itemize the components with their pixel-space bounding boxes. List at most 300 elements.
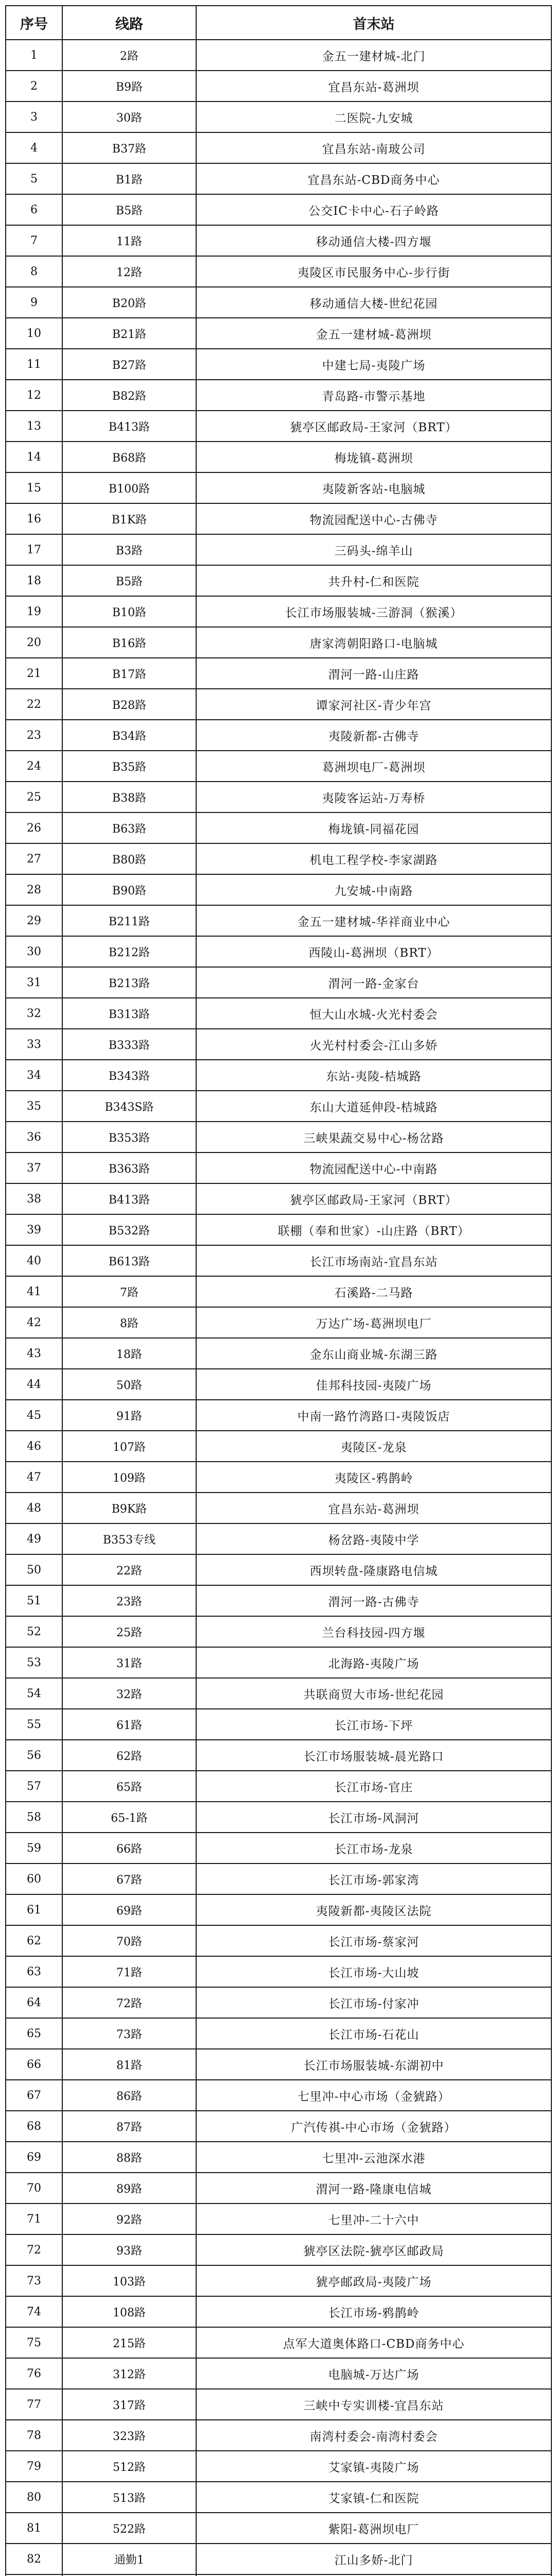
route-terminals: 三峡中专实训楼-宜昌东站 — [196, 2389, 551, 2420]
route-name: 103路 — [62, 2265, 196, 2296]
row-index: 74 — [6, 2296, 62, 2327]
route-name: 215路 — [62, 2327, 196, 2358]
route-terminals: 长江市场南站-宜昌东站 — [196, 1245, 551, 1276]
row-index: 41 — [6, 1276, 62, 1307]
route-name: B28路 — [62, 689, 196, 720]
table-row — [6, 1400, 551, 1431]
route-terminals: 长江市场-郭家湾 — [196, 1863, 551, 1894]
table-row — [6, 349, 551, 380]
route-name: B63路 — [62, 812, 196, 843]
route-name: B343路 — [62, 1060, 196, 1091]
table-row — [6, 2018, 551, 2049]
row-index: 77 — [6, 2389, 62, 2420]
route-name: B21路 — [62, 318, 196, 349]
route-terminals: 石溪路-二马路 — [196, 1276, 551, 1307]
route-terminals: 中建七局-夷陵广场 — [196, 349, 551, 380]
row-index: 53 — [6, 1647, 62, 1678]
route-name: B17路 — [62, 658, 196, 689]
row-index: 56 — [6, 1740, 62, 1771]
route-name: B10路 — [62, 596, 196, 627]
row-index: 80 — [6, 2482, 62, 2513]
route-name: 31路 — [62, 1647, 196, 1678]
row-index: 62 — [6, 1925, 62, 1956]
row-index: 13 — [6, 411, 62, 442]
table-row — [6, 472, 551, 503]
table-row — [6, 2327, 551, 2358]
route-terminals: 西坝转盘-隆康路电信城 — [196, 1554, 551, 1585]
row-index: 78 — [6, 2420, 62, 2451]
route-name: 72路 — [62, 1987, 196, 2018]
route-terminals: 夷陵区-龙泉 — [196, 1431, 551, 1462]
table-row — [6, 2142, 551, 2173]
table-row — [6, 2173, 551, 2204]
row-index: 26 — [6, 812, 62, 843]
route-name: B1路 — [62, 163, 196, 194]
row-index: 37 — [6, 1153, 62, 1183]
table-row — [6, 2265, 551, 2296]
row-index: 49 — [6, 1523, 62, 1554]
route-name: 30路 — [62, 101, 196, 132]
route-name: 50路 — [62, 1369, 196, 1400]
table-row — [6, 2358, 551, 2389]
table-row — [6, 1678, 551, 1709]
table-row — [6, 1585, 551, 1616]
route-terminals: 渭河一路-古佛寺 — [196, 1585, 551, 1616]
route-terminals: 共升村-仁和医院 — [196, 565, 551, 596]
route-name: B211路 — [62, 905, 196, 936]
route-terminals: 宜昌东站-葛洲坝 — [196, 1493, 551, 1523]
route-name: 7路 — [62, 1276, 196, 1307]
route-terminals: 渭河一路-金家台 — [196, 967, 551, 998]
route-name: B27路 — [62, 349, 196, 380]
route-terminals: 长江市场-下坪 — [196, 1709, 551, 1740]
route-terminals: 葛洲坝电厂-葛洲坝 — [196, 751, 551, 782]
row-index: 58 — [6, 1802, 62, 1833]
route-name: 11路 — [62, 225, 196, 256]
table-row — [6, 2389, 551, 2420]
table-row — [6, 2296, 551, 2327]
route-name: 65-1路 — [62, 1802, 196, 1833]
row-index: 64 — [6, 1987, 62, 2018]
row-index: 46 — [6, 1431, 62, 1462]
table-row — [6, 627, 551, 658]
table-row — [6, 163, 551, 194]
route-terminals: 九安城-中南路 — [196, 874, 551, 905]
route-terminals: 梅垅镇-葛洲坝 — [196, 442, 551, 472]
route-terminals: 艾家镇-仁和医院 — [196, 2482, 551, 2513]
route-name: 23路 — [62, 1585, 196, 1616]
route-name: B353路 — [62, 1122, 196, 1153]
row-index: 38 — [6, 1183, 62, 1214]
header-route: 线路 — [62, 6, 196, 40]
route-name: 2路 — [62, 40, 196, 71]
table-row — [6, 534, 551, 565]
route-terminals: 金东山商业城-东湖三路 — [196, 1338, 551, 1369]
route-name: 25路 — [62, 1616, 196, 1647]
route-terminals: 七里冲-二十六中 — [196, 2204, 551, 2234]
route-terminals: 梅垅镇-同福花园 — [196, 812, 551, 843]
route-terminals: 物流园配送中心-中南路 — [196, 1153, 551, 1183]
table-row — [6, 874, 551, 905]
route-name: 66路 — [62, 1833, 196, 1863]
table-row — [6, 1523, 551, 1554]
route-name: 92路 — [62, 2204, 196, 2234]
table-row — [6, 411, 551, 442]
route-terminals: 点军大道奥体路口-CBD商务中心 — [196, 2327, 551, 2358]
route-terminals: 中南一路竹湾路口-夷陵饭店 — [196, 1400, 551, 1431]
route-terminals: 三码头-绵羊山 — [196, 534, 551, 565]
route-name: 513路 — [62, 2482, 196, 2513]
table-row — [6, 689, 551, 720]
route-terminals: 火光村村委会-江山多娇 — [196, 1029, 551, 1060]
table-row — [6, 1554, 551, 1585]
route-terminals: 物流园配送中心-古佛寺 — [196, 503, 551, 534]
route-name: 107路 — [62, 1431, 196, 1462]
row-index: 65 — [6, 2018, 62, 2049]
route-terminals: 移动通信大楼-世纪花园 — [196, 287, 551, 318]
row-index: 67 — [6, 2080, 62, 2111]
row-index: 5 — [6, 163, 62, 194]
table-row — [6, 71, 551, 101]
row-index: 72 — [6, 2234, 62, 2265]
row-index: 3 — [6, 101, 62, 132]
route-name: 61路 — [62, 1709, 196, 1740]
route-terminals: 东山大道延伸段-桔城路 — [196, 1091, 551, 1122]
route-name: B613路 — [62, 1245, 196, 1276]
row-index: 23 — [6, 720, 62, 751]
row-index: 69 — [6, 2142, 62, 2173]
row-index: 51 — [6, 1585, 62, 1616]
route-terminals: 紫阳-葛洲坝电厂 — [196, 2513, 551, 2544]
route-name: 109路 — [62, 1462, 196, 1493]
table-row — [6, 1802, 551, 1833]
route-terminals: 渭河一路-隆康电信城 — [196, 2173, 551, 2204]
route-name: 323路 — [62, 2420, 196, 2451]
row-index: 20 — [6, 627, 62, 658]
route-terminals: 谭家河社区-青少年宫 — [196, 689, 551, 720]
route-name: B213路 — [62, 967, 196, 998]
row-index: 19 — [6, 596, 62, 627]
route-name: B3路 — [62, 534, 196, 565]
route-name: B68路 — [62, 442, 196, 472]
route-name: B363路 — [62, 1153, 196, 1183]
route-name: 70路 — [62, 1925, 196, 1956]
table-row — [6, 2234, 551, 2265]
route-name: 108路 — [62, 2296, 196, 2327]
route-terminals: 二医院-九安城 — [196, 101, 551, 132]
route-terminals: 夷陵新都-古佛寺 — [196, 720, 551, 751]
row-index: 24 — [6, 751, 62, 782]
route-terminals: 机电工程学校-李家湖路 — [196, 843, 551, 874]
row-index: 33 — [6, 1029, 62, 1060]
row-index: 81 — [6, 2513, 62, 2544]
route-name: B1K路 — [62, 503, 196, 534]
route-terminals: 青岛路-市警示基地 — [196, 380, 551, 411]
table-row — [6, 318, 551, 349]
route-terminals: 夷陵客运站-万寿桥 — [196, 782, 551, 812]
route-name: B353专线 — [62, 1523, 196, 1554]
route-terminals: 恒大山水城-火光村委会 — [196, 998, 551, 1029]
route-name: 81路 — [62, 2049, 196, 2080]
route-terminals: 夷陵新都-夷陵区法院 — [196, 1894, 551, 1925]
route-terminals: 公交IC卡中心-石子岭路 — [196, 194, 551, 225]
table-row — [6, 1956, 551, 1987]
table-row — [6, 287, 551, 318]
route-terminals: 长江市场-龙泉 — [196, 1833, 551, 1863]
table-row — [6, 1709, 551, 1740]
table-row — [6, 720, 551, 751]
route-name: 12路 — [62, 256, 196, 287]
table-row — [6, 843, 551, 874]
row-index: 4 — [6, 132, 62, 163]
row-index: 17 — [6, 534, 62, 565]
route-terminals: 金五一建材城-华祥商业中心 — [196, 905, 551, 936]
row-index: 52 — [6, 1616, 62, 1647]
route-name: 69路 — [62, 1894, 196, 1925]
row-index: 10 — [6, 318, 62, 349]
row-index: 54 — [6, 1678, 62, 1709]
row-index: 42 — [6, 1307, 62, 1338]
route-name: 通勤1 — [62, 2544, 196, 2574]
row-index: 48 — [6, 1493, 62, 1523]
route-terminals: 长江市场-蔡家河 — [196, 1925, 551, 1956]
route-name: 312路 — [62, 2358, 196, 2389]
row-index: 71 — [6, 2204, 62, 2234]
row-index: 57 — [6, 1771, 62, 1802]
table-row — [6, 2482, 551, 2513]
row-index: 70 — [6, 2173, 62, 2204]
route-terminals: 猇亭邮政局-夷陵广场 — [196, 2265, 551, 2296]
route-terminals: 西陵山-葛洲坝（BRT） — [196, 936, 551, 967]
row-index: 47 — [6, 1462, 62, 1493]
table-row — [6, 2080, 551, 2111]
table-row — [6, 2544, 551, 2574]
table-row — [6, 2513, 551, 2544]
route-terminals: 联棚（奉和世家）-山庄路（BRT） — [196, 1214, 551, 1245]
table-row — [6, 1369, 551, 1400]
route-name: B80路 — [62, 843, 196, 874]
route-name: 522路 — [62, 2513, 196, 2544]
route-name: 86路 — [62, 2080, 196, 2111]
route-name: B100路 — [62, 472, 196, 503]
row-index: 76 — [6, 2358, 62, 2389]
route-terminals: 渭河一路-山庄路 — [196, 658, 551, 689]
row-index: 68 — [6, 2111, 62, 2142]
row-index: 32 — [6, 998, 62, 1029]
route-terminals: 长江市场-风洞河 — [196, 1802, 551, 1833]
row-index: 39 — [6, 1214, 62, 1245]
row-index: 16 — [6, 503, 62, 534]
route-name: 88路 — [62, 2142, 196, 2173]
table-row — [6, 1307, 551, 1338]
row-index: 50 — [6, 1554, 62, 1585]
route-name: 32路 — [62, 1678, 196, 1709]
row-index: 8 — [6, 256, 62, 287]
row-index: 61 — [6, 1894, 62, 1925]
route-terminals: 夷陵区-鸦鹊岭 — [196, 1462, 551, 1493]
route-terminals: 金五一建材城-北门 — [196, 40, 551, 71]
row-index: 79 — [6, 2451, 62, 2482]
table-row — [6, 1462, 551, 1493]
row-index: 34 — [6, 1060, 62, 1091]
route-name: 89路 — [62, 2173, 196, 2204]
route-terminals: 七里冲-云池深水港 — [196, 2142, 551, 2173]
route-name: B9路 — [62, 71, 196, 101]
table-row — [6, 1276, 551, 1307]
table-row — [6, 1771, 551, 1802]
row-index: 82 — [6, 2544, 62, 2574]
table-row — [6, 132, 551, 163]
route-terminals: 江山多娇-北门 — [196, 2544, 551, 2574]
table-row — [6, 1647, 551, 1678]
row-index: 63 — [6, 1956, 62, 1987]
route-name: B413路 — [62, 411, 196, 442]
table-row — [6, 1987, 551, 2018]
route-terminals: 兰台科技园-四方堰 — [196, 1616, 551, 1647]
route-name: 91路 — [62, 1400, 196, 1431]
route-terminals: 电脑城-万达广场 — [196, 2358, 551, 2389]
table-row — [6, 101, 551, 132]
route-name: 93路 — [62, 2234, 196, 2265]
row-index: 59 — [6, 1833, 62, 1863]
table-row — [6, 998, 551, 1029]
route-terminals: 万达广场-葛洲坝电厂 — [196, 1307, 551, 1338]
route-terminals: 艾家镇-夷陵广场 — [196, 2451, 551, 2482]
route-terminals: 南湾村委会-南湾村委会 — [196, 2420, 551, 2451]
route-name: B9K路 — [62, 1493, 196, 1523]
table-row — [6, 1493, 551, 1523]
row-index: 21 — [6, 658, 62, 689]
route-name: B35路 — [62, 751, 196, 782]
table-row — [6, 1338, 551, 1369]
row-index: 14 — [6, 442, 62, 472]
table-row — [6, 1740, 551, 1771]
row-index: 36 — [6, 1122, 62, 1153]
route-terminals: 宜昌东站-葛洲坝 — [196, 71, 551, 101]
route-terminals: 长江市场服装城-东湖初中 — [196, 2049, 551, 2080]
table-row — [6, 380, 551, 411]
route-terminals: 长江市场服装城-三游洞（猴溪） — [196, 596, 551, 627]
route-terminals: 长江市场-鸦鹊岭 — [196, 2296, 551, 2327]
route-name: B16路 — [62, 627, 196, 658]
table-row — [6, 1894, 551, 1925]
route-name: 62路 — [62, 1740, 196, 1771]
table-row — [6, 442, 551, 472]
table-row — [6, 1925, 551, 1956]
table-row — [6, 812, 551, 843]
table-row — [6, 596, 551, 627]
row-index: 55 — [6, 1709, 62, 1740]
row-index: 30 — [6, 936, 62, 967]
route-name: B5路 — [62, 194, 196, 225]
route-name: 18路 — [62, 1338, 196, 1369]
route-terminals: 唐家湾朝阳路口-电脑城 — [196, 627, 551, 658]
table-row — [6, 1431, 551, 1462]
table-row — [6, 658, 551, 689]
route-terminals: 七里冲-中心市场（金猇路） — [196, 2080, 551, 2111]
row-index: 11 — [6, 349, 62, 380]
row-index: 18 — [6, 565, 62, 596]
route-terminals: 杨岔路-夷陵中学 — [196, 1523, 551, 1554]
row-index: 9 — [6, 287, 62, 318]
route-name: 87路 — [62, 2111, 196, 2142]
route-name: 22路 — [62, 1554, 196, 1585]
row-index: 60 — [6, 1863, 62, 1894]
row-index: 15 — [6, 472, 62, 503]
route-name: B38路 — [62, 782, 196, 812]
row-index: 45 — [6, 1400, 62, 1431]
table-row — [6, 1183, 551, 1214]
route-name: B20路 — [62, 287, 196, 318]
route-name: B313路 — [62, 998, 196, 1029]
table-row — [6, 2049, 551, 2080]
route-name: B343S路 — [62, 1091, 196, 1122]
route-name: 73路 — [62, 2018, 196, 2049]
row-index: 75 — [6, 2327, 62, 2358]
table-row — [6, 2451, 551, 2482]
route-name: B90路 — [62, 874, 196, 905]
route-table-body — [6, 40, 551, 2576]
route-name: 8路 — [62, 1307, 196, 1338]
row-index: 29 — [6, 905, 62, 936]
table-row — [6, 225, 551, 256]
route-terminals: 宜昌东站-南玻公司 — [196, 132, 551, 163]
table-row — [6, 40, 551, 71]
row-index: 22 — [6, 689, 62, 720]
row-index: 1 — [6, 40, 62, 71]
row-index: 12 — [6, 380, 62, 411]
route-terminals: 夷陵区市民服务中心-步行街 — [196, 256, 551, 287]
route-terminals: 三峡果蔬交易中心-杨岔路 — [196, 1122, 551, 1153]
route-terminals: 宜昌东站-CBD商务中心 — [196, 163, 551, 194]
route-name: B413路 — [62, 1183, 196, 1214]
row-index: 25 — [6, 782, 62, 812]
header-row — [6, 6, 551, 40]
table-row — [6, 565, 551, 596]
route-terminals: 广汽传祺-中心市场（金猇路） — [196, 2111, 551, 2142]
route-terminals: 移动通信大楼-四方堰 — [196, 225, 551, 256]
table-row — [6, 1091, 551, 1122]
table-row — [6, 2420, 551, 2451]
route-name: 512路 — [62, 2451, 196, 2482]
route-terminals: 猇亭区邮政局-王家河（BRT） — [196, 411, 551, 442]
table-row — [6, 1863, 551, 1894]
route-name: B333路 — [62, 1029, 196, 1060]
route-name: B5路 — [62, 565, 196, 596]
table-row — [6, 1060, 551, 1091]
table-row — [6, 2204, 551, 2234]
row-index: 66 — [6, 2049, 62, 2080]
table-row — [6, 905, 551, 936]
row-index: 73 — [6, 2265, 62, 2296]
table-row — [6, 2111, 551, 2142]
route-terminals: 长江市场-官庄 — [196, 1771, 551, 1802]
row-index: 44 — [6, 1369, 62, 1400]
route-terminals: 北海路-夷陵广场 — [196, 1647, 551, 1678]
table-row — [6, 1833, 551, 1863]
row-index: 7 — [6, 225, 62, 256]
table-row — [6, 936, 551, 967]
route-name: 71路 — [62, 1956, 196, 1987]
route-terminals: 夷陵新客站-电脑城 — [196, 472, 551, 503]
table-row — [6, 751, 551, 782]
route-name: 65路 — [62, 1771, 196, 1802]
row-index: 43 — [6, 1338, 62, 1369]
table-row — [6, 1029, 551, 1060]
route-name: B37路 — [62, 132, 196, 163]
route-terminals: 猇亭区法院-猇亭区邮政局 — [196, 2234, 551, 2265]
route-terminals: 长江市场-石花山 — [196, 2018, 551, 2049]
